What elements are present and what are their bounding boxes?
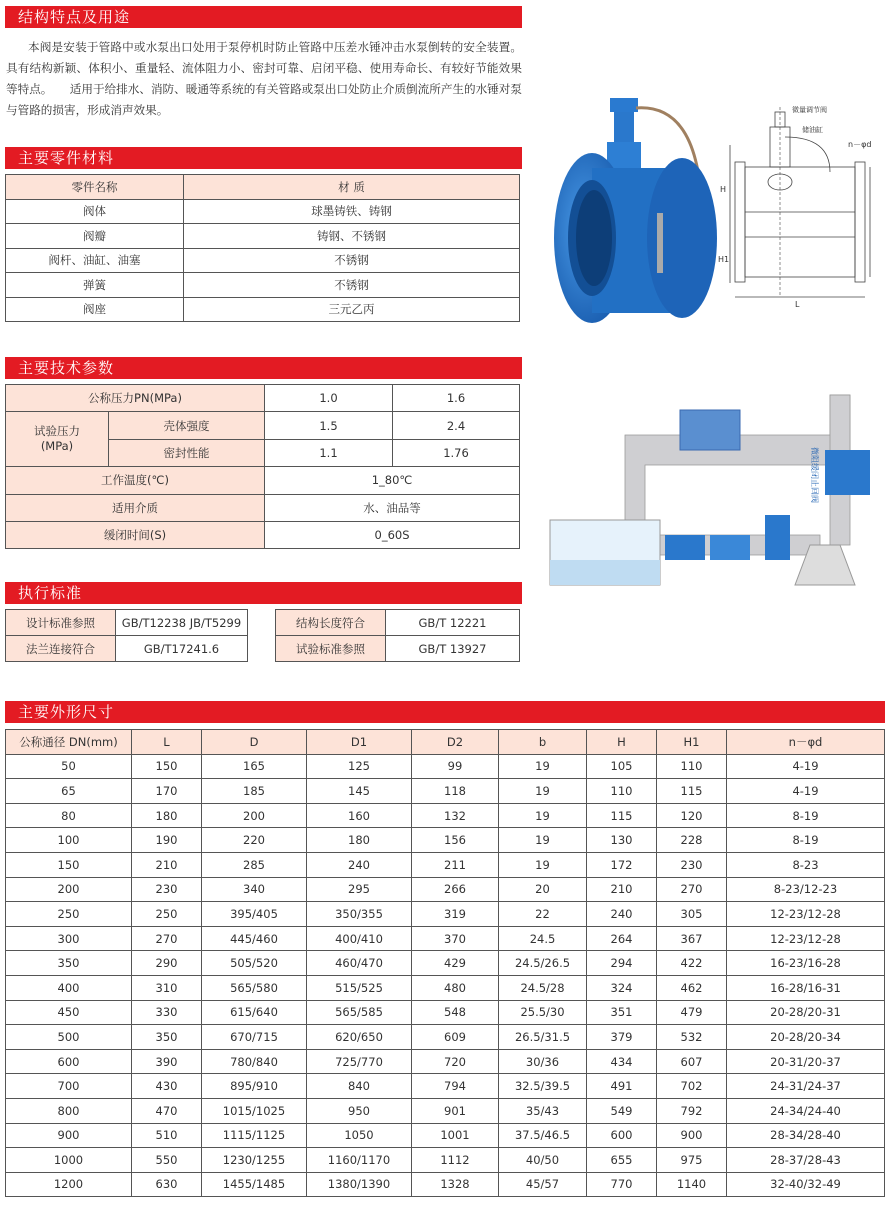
dim-cell: 8-23 [727, 852, 885, 877]
dim-cell: 105 [587, 754, 657, 779]
dim-cell: 211 [412, 852, 499, 877]
table-row [6, 1172, 885, 1197]
dim-cell: 200 [6, 877, 132, 902]
dim-cell: 350 [6, 951, 132, 976]
table-row [6, 1049, 885, 1074]
dim-cell: 1200 [6, 1172, 132, 1197]
dim-cell: 12-23/12-28 [727, 926, 885, 951]
dim-cell: 900 [6, 1123, 132, 1148]
medium-label: 适用介质 [6, 494, 265, 521]
dim-cell: 145 [307, 779, 412, 804]
standards-table-right [275, 609, 520, 662]
valve-photo [552, 93, 722, 323]
temp-value: 1_80℃ [265, 467, 520, 494]
dim-cell: 324 [587, 975, 657, 1000]
table-row [6, 273, 520, 298]
dim-cell: 8-19 [727, 803, 885, 828]
installation-diagram [540, 375, 885, 600]
dim-cell: 24.5/26.5 [499, 951, 587, 976]
dim-cell: 400 [6, 975, 132, 1000]
dim-cell: 100 [6, 828, 132, 853]
dim-cell: 460/470 [307, 951, 412, 976]
dim-cell: 565/585 [307, 1000, 412, 1025]
dim-cell: 430 [132, 1074, 202, 1099]
dim-cell: 132 [412, 803, 499, 828]
pn-label: 公称压力PN(MPa) [6, 385, 265, 412]
dim-cell: 172 [587, 852, 657, 877]
table-row [6, 610, 248, 636]
dim-cell: 115 [587, 803, 657, 828]
dim-cell: 1000 [6, 1148, 132, 1173]
shell-strength-label: 壳体强度 [109, 412, 265, 439]
dim-cell: 725/770 [307, 1049, 412, 1074]
dim-cell: 115 [657, 779, 727, 804]
table-row [6, 951, 885, 976]
materials-header-part: 零件名称 [6, 175, 184, 200]
dim-cell: 19 [499, 754, 587, 779]
section-title-materials: 主要零件材料 [5, 147, 522, 169]
dim-cell: 720 [412, 1049, 499, 1074]
dim-cell: 370 [412, 926, 499, 951]
part-material: 三元乙丙 [184, 297, 520, 322]
table-row [6, 412, 520, 439]
seal-value: 1.76 [393, 439, 520, 466]
table-row [6, 902, 885, 927]
dim-cell: 170 [132, 779, 202, 804]
dim-cell: 895/910 [202, 1074, 307, 1099]
dim-cell: 20-28/20-31 [727, 1000, 885, 1025]
dim-cell: 4-19 [727, 754, 885, 779]
dim-cell: 901 [412, 1098, 499, 1123]
dim-cell: 24-31/24-37 [727, 1074, 885, 1099]
dim-cell: 290 [132, 951, 202, 976]
label-adjust-valve: 微量调节阀 [792, 106, 827, 114]
dim-cell: 16-28/16-31 [727, 975, 885, 1000]
dim-cell: 160 [307, 803, 412, 828]
test-pressure-label: 试验压力 (MPa) [6, 412, 109, 467]
dim-cell: 35/43 [499, 1098, 587, 1123]
standards-table-left [5, 609, 248, 662]
dim-cell: 600 [6, 1049, 132, 1074]
dim-cell: 24.5/28 [499, 975, 587, 1000]
dim-cell: 220 [202, 828, 307, 853]
dim-cell: 32.5/39.5 [499, 1074, 587, 1099]
dim-cell: 1050 [307, 1123, 412, 1148]
dim-cell: 565/580 [202, 975, 307, 1000]
dim-cell: 800 [6, 1098, 132, 1123]
dim-cell: 16-23/16-28 [727, 951, 885, 976]
dim-cell: 19 [499, 828, 587, 853]
dim-cell: 319 [412, 902, 499, 927]
table-row [6, 224, 520, 249]
dim-cell: 532 [657, 1025, 727, 1050]
dim-cell: 1015/1025 [202, 1098, 307, 1123]
dim-cell: 350 [132, 1025, 202, 1050]
dim-cell: 630 [132, 1172, 202, 1197]
close-time-label: 缓闭时间(S) [6, 521, 265, 548]
dim-cell: 165 [202, 754, 307, 779]
dim-cell: 367 [657, 926, 727, 951]
valve-dimension-drawing [718, 97, 885, 317]
table-row [6, 803, 885, 828]
dim-cell: 330 [132, 1000, 202, 1025]
table-row [6, 521, 520, 548]
table-row [6, 828, 885, 853]
dim-cell: 50 [6, 754, 132, 779]
materials-header-row [6, 175, 520, 200]
dim-cell: 480 [412, 975, 499, 1000]
dim-cell: 491 [587, 1074, 657, 1099]
table-row [6, 779, 885, 804]
dim-cell: 45/57 [499, 1172, 587, 1197]
dim-header: 公称通径 DN(mm) [6, 730, 132, 755]
standard-value: GB/T 13927 [386, 636, 520, 662]
dim-cell: 4-19 [727, 779, 885, 804]
standard-value: GB/T12238 JB/T5299 [116, 610, 248, 636]
dim-cell: 150 [132, 754, 202, 779]
dim-cell: 462 [657, 975, 727, 1000]
dim-cell: 505/520 [202, 951, 307, 976]
dim-cell: 22 [499, 902, 587, 927]
close-time-value: 0_60S [265, 521, 520, 548]
dim-cell: 240 [587, 902, 657, 927]
dim-cell: 340 [202, 877, 307, 902]
dim-cell: 470 [132, 1098, 202, 1123]
dim-cell: 300 [6, 926, 132, 951]
table-row [6, 852, 885, 877]
pn-value: 1.6 [393, 385, 520, 412]
shell-value: 1.5 [265, 412, 393, 439]
dim-cell: 515/525 [307, 975, 412, 1000]
standard-label: 设计标准参照 [6, 610, 116, 636]
dim-cell: 422 [657, 951, 727, 976]
dim-cell: 19 [499, 779, 587, 804]
standard-label: 试验标准参照 [276, 636, 386, 662]
dim-cell: 228 [657, 828, 727, 853]
dim-cell: 351 [587, 1000, 657, 1025]
dim-cell: 65 [6, 779, 132, 804]
dim-header: D1 [307, 730, 412, 755]
dim-cell: 125 [307, 754, 412, 779]
dim-cell: 295 [307, 877, 412, 902]
dim-cell: 210 [587, 877, 657, 902]
dim-cell: 130 [587, 828, 657, 853]
table-row [6, 877, 885, 902]
dim-cell: 19 [499, 803, 587, 828]
dim-cell: 670/715 [202, 1025, 307, 1050]
table-row [6, 975, 885, 1000]
dim-cell: 429 [412, 951, 499, 976]
temp-label: 工作温度(℃) [6, 467, 265, 494]
dim-cell: 434 [587, 1049, 657, 1074]
dim-cell: 28-34/28-40 [727, 1123, 885, 1148]
dim-cell: 20-31/20-37 [727, 1049, 885, 1074]
table-row [6, 926, 885, 951]
intro-paragraph: 本阀是安装于管路中或水泵出口处用于泵停机时防止管路中压差水锤冲击水泵倒转的安全装置。具有结构新颖、体积小、重量轻、流体阻力小、密封可靠、启闭平稳、使用寿命长、有较好节能效果等特点。 适用于给排水、消防、暖通等系统的有关管路或泵出口处防止介质倒流所产生的水锤对泵与管路的损害，形成消声效果。 [6, 40, 522, 117]
part-name: 阀座 [6, 297, 184, 322]
part-material: 球墨铸铁、铸钢 [184, 199, 520, 224]
dim-cell: 180 [132, 803, 202, 828]
dim-cell: 702 [657, 1074, 727, 1099]
dim-cell: 1112 [412, 1148, 499, 1173]
table-row [6, 754, 885, 779]
table-row [6, 1074, 885, 1099]
dim-cell: 549 [587, 1098, 657, 1123]
dim-cell: 266 [412, 877, 499, 902]
table-row [6, 636, 248, 662]
section-title-structure: 结构特点及用途 [5, 6, 522, 28]
table-row [6, 1098, 885, 1123]
dim-cell: 200 [202, 803, 307, 828]
dim-cell: 8-23/12-23 [727, 877, 885, 902]
label-H1: H1 [718, 255, 730, 264]
dim-cell: 615/640 [202, 1000, 307, 1025]
dim-header: L [132, 730, 202, 755]
label-L: L [795, 300, 800, 309]
part-material: 不锈钢 [184, 273, 520, 298]
part-material: 不锈钢 [184, 248, 520, 273]
table-row [6, 199, 520, 224]
shell-value: 2.4 [393, 412, 520, 439]
dim-header: D [202, 730, 307, 755]
standard-label: 法兰连接符合 [6, 636, 116, 662]
table-row [6, 1123, 885, 1148]
section-title-standards: 执行标准 [5, 582, 522, 604]
dim-cell: 264 [587, 926, 657, 951]
dim-header: D2 [412, 730, 499, 755]
dim-header: n－φd [727, 730, 885, 755]
dim-cell: 180 [307, 828, 412, 853]
dim-cell: 620/650 [307, 1025, 412, 1050]
dimensions-body [6, 754, 885, 1197]
dimensions-header-row [6, 730, 885, 755]
table-row [6, 385, 520, 412]
dim-cell: 1328 [412, 1172, 499, 1197]
dim-cell: 190 [132, 828, 202, 853]
dim-cell: 975 [657, 1148, 727, 1173]
dim-cell: 37.5/46.5 [499, 1123, 587, 1148]
dim-cell: 770 [587, 1172, 657, 1197]
dim-cell: 1115/1125 [202, 1123, 307, 1148]
dim-cell: 1455/1485 [202, 1172, 307, 1197]
dim-cell: 19 [499, 852, 587, 877]
dim-cell: 30/36 [499, 1049, 587, 1074]
table-row [6, 248, 520, 273]
table-row [6, 467, 520, 494]
dim-cell: 445/460 [202, 926, 307, 951]
table-row [276, 636, 520, 662]
dim-cell: 700 [6, 1074, 132, 1099]
table-row [276, 610, 520, 636]
dim-cell: 12-23/12-28 [727, 902, 885, 927]
dim-cell: 110 [587, 779, 657, 804]
dim-cell: 1140 [657, 1172, 727, 1197]
dim-cell: 1380/1390 [307, 1172, 412, 1197]
dim-cell: 156 [412, 828, 499, 853]
dim-cell: 25.5/30 [499, 1000, 587, 1025]
dim-cell: 305 [657, 902, 727, 927]
part-name: 阀瓣 [6, 224, 184, 249]
dim-cell: 120 [657, 803, 727, 828]
medium-value: 水、油品等 [265, 494, 520, 521]
dim-cell: 350/355 [307, 902, 412, 927]
dim-cell: 400/410 [307, 926, 412, 951]
materials-table [5, 174, 520, 322]
part-name: 弹簧 [6, 273, 184, 298]
dim-cell: 655 [587, 1148, 657, 1173]
label-n-phi-d: n－φd [848, 140, 872, 149]
standard-label: 结构长度符合 [276, 610, 386, 636]
dim-cell: 780/840 [202, 1049, 307, 1074]
dim-cell: 1230/1255 [202, 1148, 307, 1173]
dim-cell: 792 [657, 1098, 727, 1123]
label-H: H [720, 185, 727, 194]
label-oil-tank: 储油缸 [802, 126, 823, 134]
dim-cell: 500 [6, 1025, 132, 1050]
table-row [6, 494, 520, 521]
dim-cell: 28-37/28-43 [727, 1148, 885, 1173]
table-row [6, 1148, 885, 1173]
dim-cell: 110 [657, 754, 727, 779]
table-row [6, 1025, 885, 1050]
dim-cell: 230 [132, 877, 202, 902]
dim-cell: 395/405 [202, 902, 307, 927]
seal-value: 1.1 [265, 439, 393, 466]
dim-cell: 840 [307, 1074, 412, 1099]
dim-cell: 607 [657, 1049, 727, 1074]
dim-cell: 900 [657, 1123, 727, 1148]
dim-cell: 510 [132, 1123, 202, 1148]
dim-cell: 550 [132, 1148, 202, 1173]
dim-cell: 24-34/24-40 [727, 1098, 885, 1123]
label-check-valve-vertical: 微阻缓闭止回阀 [810, 447, 819, 503]
dim-cell: 8-19 [727, 828, 885, 853]
dim-cell: 99 [412, 754, 499, 779]
table-row [6, 297, 520, 322]
dim-cell: 270 [132, 926, 202, 951]
dim-cell: 250 [6, 902, 132, 927]
part-name: 阀体 [6, 199, 184, 224]
section-title-params: 主要技术参数 [5, 357, 522, 379]
dim-cell: 40/50 [499, 1148, 587, 1173]
table-row [6, 1000, 885, 1025]
standard-value: GB/T17241.6 [116, 636, 248, 662]
section-title-dimensions: 主要外形尺寸 [5, 701, 885, 723]
dim-cell: 26.5/31.5 [499, 1025, 587, 1050]
dim-cell: 20 [499, 877, 587, 902]
dim-cell: 270 [657, 877, 727, 902]
dim-cell: 310 [132, 975, 202, 1000]
dim-header: H [587, 730, 657, 755]
part-material: 铸钢、不锈钢 [184, 224, 520, 249]
dim-cell: 390 [132, 1049, 202, 1074]
dim-cell: 600 [587, 1123, 657, 1148]
pn-value: 1.0 [265, 385, 393, 412]
dim-cell: 294 [587, 951, 657, 976]
dim-cell: 794 [412, 1074, 499, 1099]
dim-cell: 1160/1170 [307, 1148, 412, 1173]
dim-cell: 20-28/20-34 [727, 1025, 885, 1050]
standard-value: GB/T 12221 [386, 610, 520, 636]
materials-header-material: 材 质 [184, 175, 520, 200]
dimensions-table [5, 729, 885, 1197]
dim-cell: 240 [307, 852, 412, 877]
dim-cell: 230 [657, 852, 727, 877]
dim-cell: 609 [412, 1025, 499, 1050]
dim-cell: 450 [6, 1000, 132, 1025]
dim-header: H1 [657, 730, 727, 755]
dim-cell: 285 [202, 852, 307, 877]
dim-cell: 150 [6, 852, 132, 877]
dim-cell: 118 [412, 779, 499, 804]
dim-cell: 185 [202, 779, 307, 804]
dim-cell: 250 [132, 902, 202, 927]
dim-cell: 950 [307, 1098, 412, 1123]
dim-header: b [499, 730, 587, 755]
part-name: 阀杆、油缸、油塞 [6, 248, 184, 273]
dim-cell: 1001 [412, 1123, 499, 1148]
dim-cell: 548 [412, 1000, 499, 1025]
dim-cell: 80 [6, 803, 132, 828]
dim-cell: 32-40/32-49 [727, 1172, 885, 1197]
params-table [5, 384, 520, 549]
seal-label: 密封性能 [109, 439, 265, 466]
dim-cell: 479 [657, 1000, 727, 1025]
dim-cell: 24.5 [499, 926, 587, 951]
dim-cell: 210 [132, 852, 202, 877]
dim-cell: 379 [587, 1025, 657, 1050]
